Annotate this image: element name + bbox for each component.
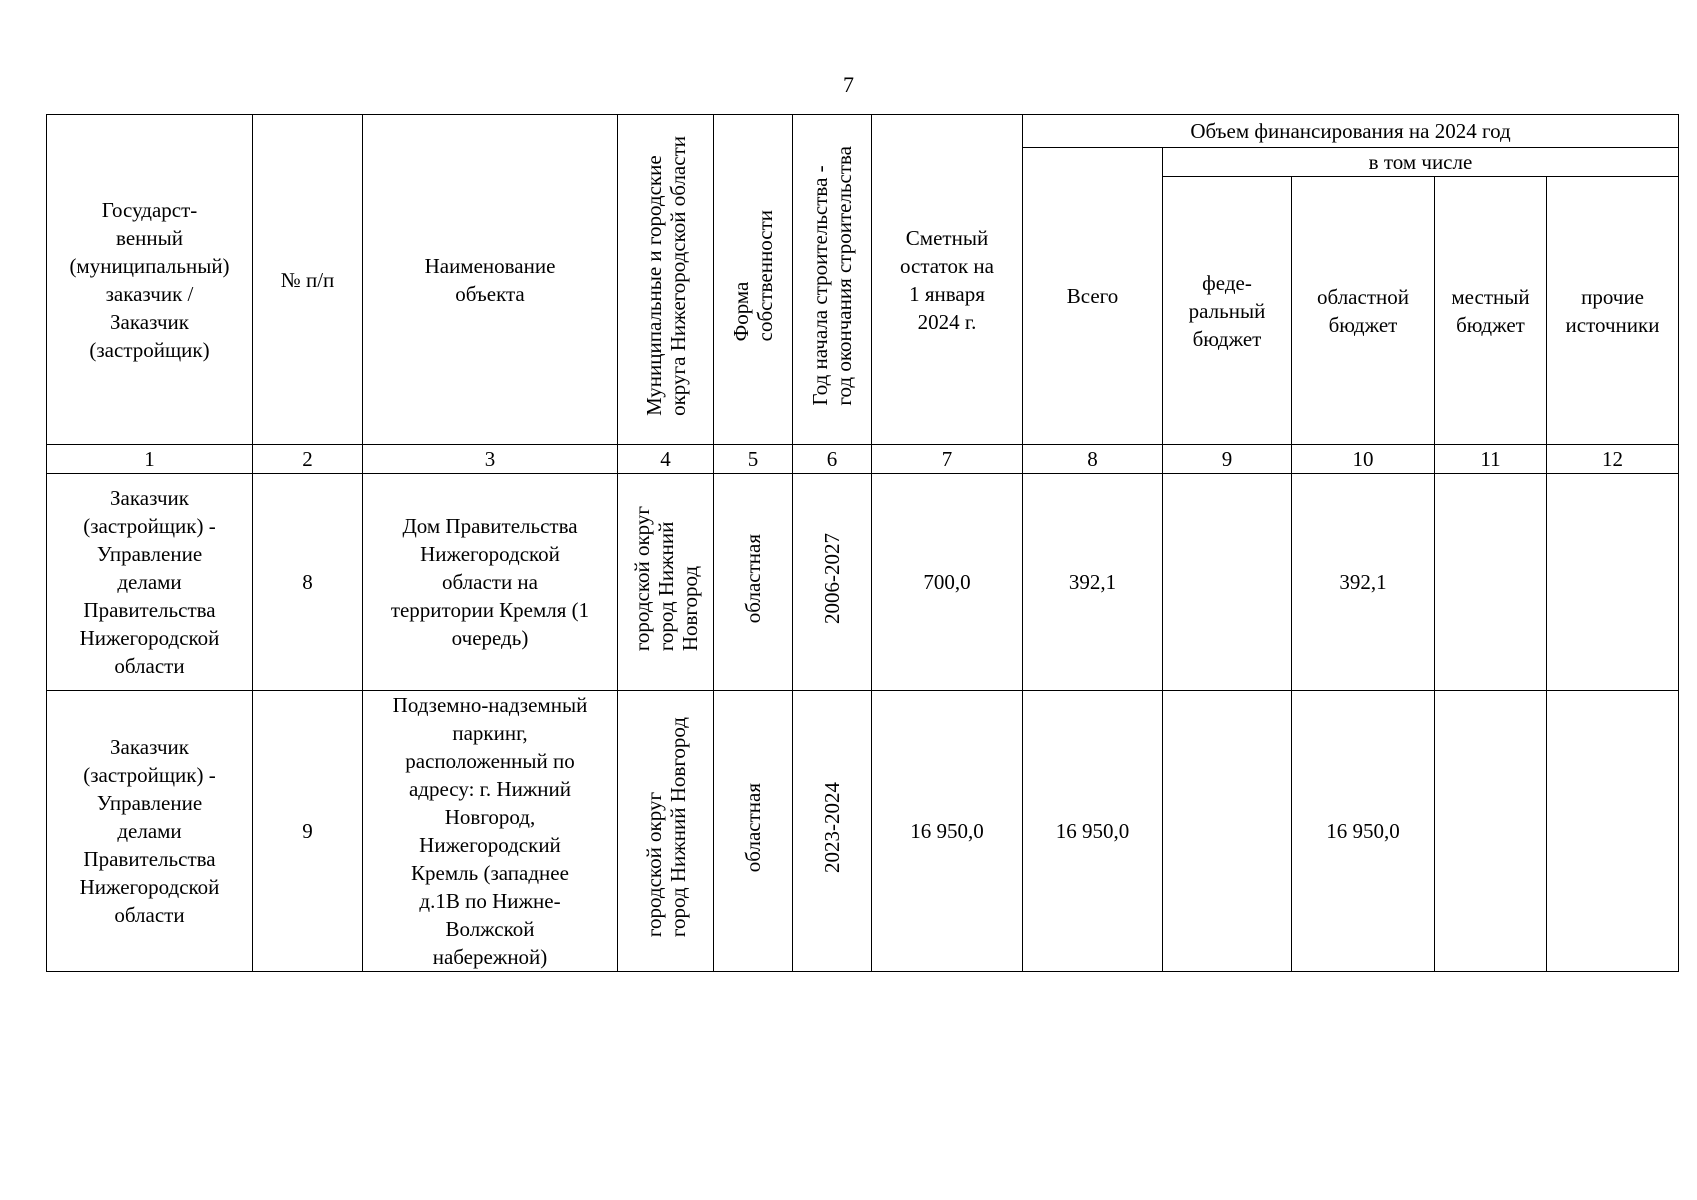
- cell-ownership: [714, 474, 793, 691]
- column-number-row: [47, 445, 1679, 474]
- cell-total: 392,1: [1023, 474, 1163, 691]
- header-object-name: [363, 115, 618, 445]
- cell-other: [1547, 691, 1679, 972]
- financing-table: [46, 114, 1679, 972]
- header-years: [793, 115, 872, 445]
- cell-ownership: [714, 691, 793, 972]
- cell-federal: [1163, 474, 1292, 691]
- header-federal: [1163, 177, 1292, 445]
- cell-regional: 16 950,0: [1292, 691, 1435, 972]
- header-years-label: Год начала строительства - год окончания строительства: [808, 146, 856, 406]
- cell-municipality: [618, 474, 714, 691]
- header-municipality-label: Муниципальные и городские округа Нижегородской области: [641, 136, 690, 416]
- header-federal-label: феде- ральный бюджет: [1188, 270, 1266, 351]
- years-text: 2006-2027: [820, 533, 844, 624]
- header-estimate: [872, 115, 1023, 445]
- ownership-text: областная: [741, 782, 765, 873]
- cell-years: [793, 474, 872, 691]
- cell-customer: [47, 474, 253, 691]
- header-regional-label: областной бюджет: [1317, 284, 1409, 337]
- cell-estimate: 16 950,0: [872, 691, 1023, 972]
- cell-num: 8: [253, 474, 363, 691]
- cell-municipality: [618, 691, 714, 972]
- header-local-label: местный бюджет: [1451, 284, 1530, 337]
- header-local: [1435, 177, 1547, 445]
- cell-num: 9: [253, 691, 363, 972]
- table-row: [47, 691, 1679, 972]
- cell-estimate: 700,0: [872, 474, 1023, 691]
- cell-federal: [1163, 691, 1292, 972]
- header-including: [1163, 148, 1679, 177]
- header-ownership: [714, 115, 793, 445]
- column-number: 12: [1547, 445, 1679, 474]
- cell-local: [1435, 474, 1547, 691]
- column-number: 11: [1435, 445, 1547, 474]
- column-number: 5: [714, 445, 793, 474]
- cell-total: 16 950,0: [1023, 691, 1163, 972]
- table-row: [47, 474, 1679, 691]
- header-customer: [47, 115, 253, 445]
- header-municipality: [618, 115, 714, 445]
- cell-customer: [47, 691, 253, 972]
- header-funding-volume: [1023, 115, 1679, 148]
- column-number: 1: [47, 445, 253, 474]
- column-number: 8: [1023, 445, 1163, 474]
- header-customer-label: Государст- венный (муниципальный) заказчик / Заказчик (застройщик): [69, 197, 230, 362]
- customer-text: Заказчик (застройщик) - Управление делами Правительства Нижегородской области: [79, 735, 220, 927]
- cell-regional: 392,1: [1292, 474, 1435, 691]
- object-name-text: Дом Правительства Нижегородской области на территории Кремля (1 очередь): [390, 514, 590, 650]
- page-number: 7: [843, 72, 854, 97]
- cell-years: [793, 691, 872, 972]
- ownership-text: областная: [741, 533, 765, 624]
- column-number: 4: [618, 445, 714, 474]
- header-ownership-label: Форма собственности: [729, 210, 777, 342]
- header-object-name-label: Наименование объекта: [424, 253, 556, 306]
- column-number: 7: [872, 445, 1023, 474]
- header-row-top: [47, 115, 1679, 148]
- column-number: 3: [363, 445, 618, 474]
- cell-object-name: [363, 474, 618, 691]
- header-other: [1547, 177, 1679, 445]
- years-text: 2023-2024: [820, 782, 844, 873]
- header-estimate-label: Сметный остаток на 1 января 2024 г.: [900, 225, 994, 334]
- header-regional: [1292, 177, 1435, 445]
- customer-text: Заказчик (застройщик) - Управление делами Правительства Нижегородской области: [79, 486, 220, 678]
- header-num: [253, 115, 363, 445]
- column-number: 9: [1163, 445, 1292, 474]
- header-total: [1023, 148, 1163, 445]
- column-number: 2: [253, 445, 363, 474]
- header-including-label: в том числе: [1368, 150, 1473, 174]
- header-num-label: № п/п: [280, 267, 335, 292]
- column-number: 10: [1292, 445, 1435, 474]
- column-number: 6: [793, 445, 872, 474]
- municipality-text: городской округ город Нижний Новгород: [641, 717, 690, 938]
- cell-object-name: [363, 691, 618, 972]
- object-name-text: Подземно-надземный паркинг, расположенный по адресу: г. Нижний Новгород, Нижегородский Кремль (западнее д.1В по Нижне- Волжской набережной): [392, 693, 588, 969]
- cell-local: [1435, 691, 1547, 972]
- header-other-label: прочие источники: [1565, 284, 1660, 337]
- municipality-text: городской округ город Нижний Новгород: [629, 505, 702, 652]
- cell-other: [1547, 474, 1679, 691]
- header-funding-volume-label: Объем финансирования на 2024 год: [1190, 119, 1511, 143]
- header-total-label: Всего: [1066, 284, 1119, 308]
